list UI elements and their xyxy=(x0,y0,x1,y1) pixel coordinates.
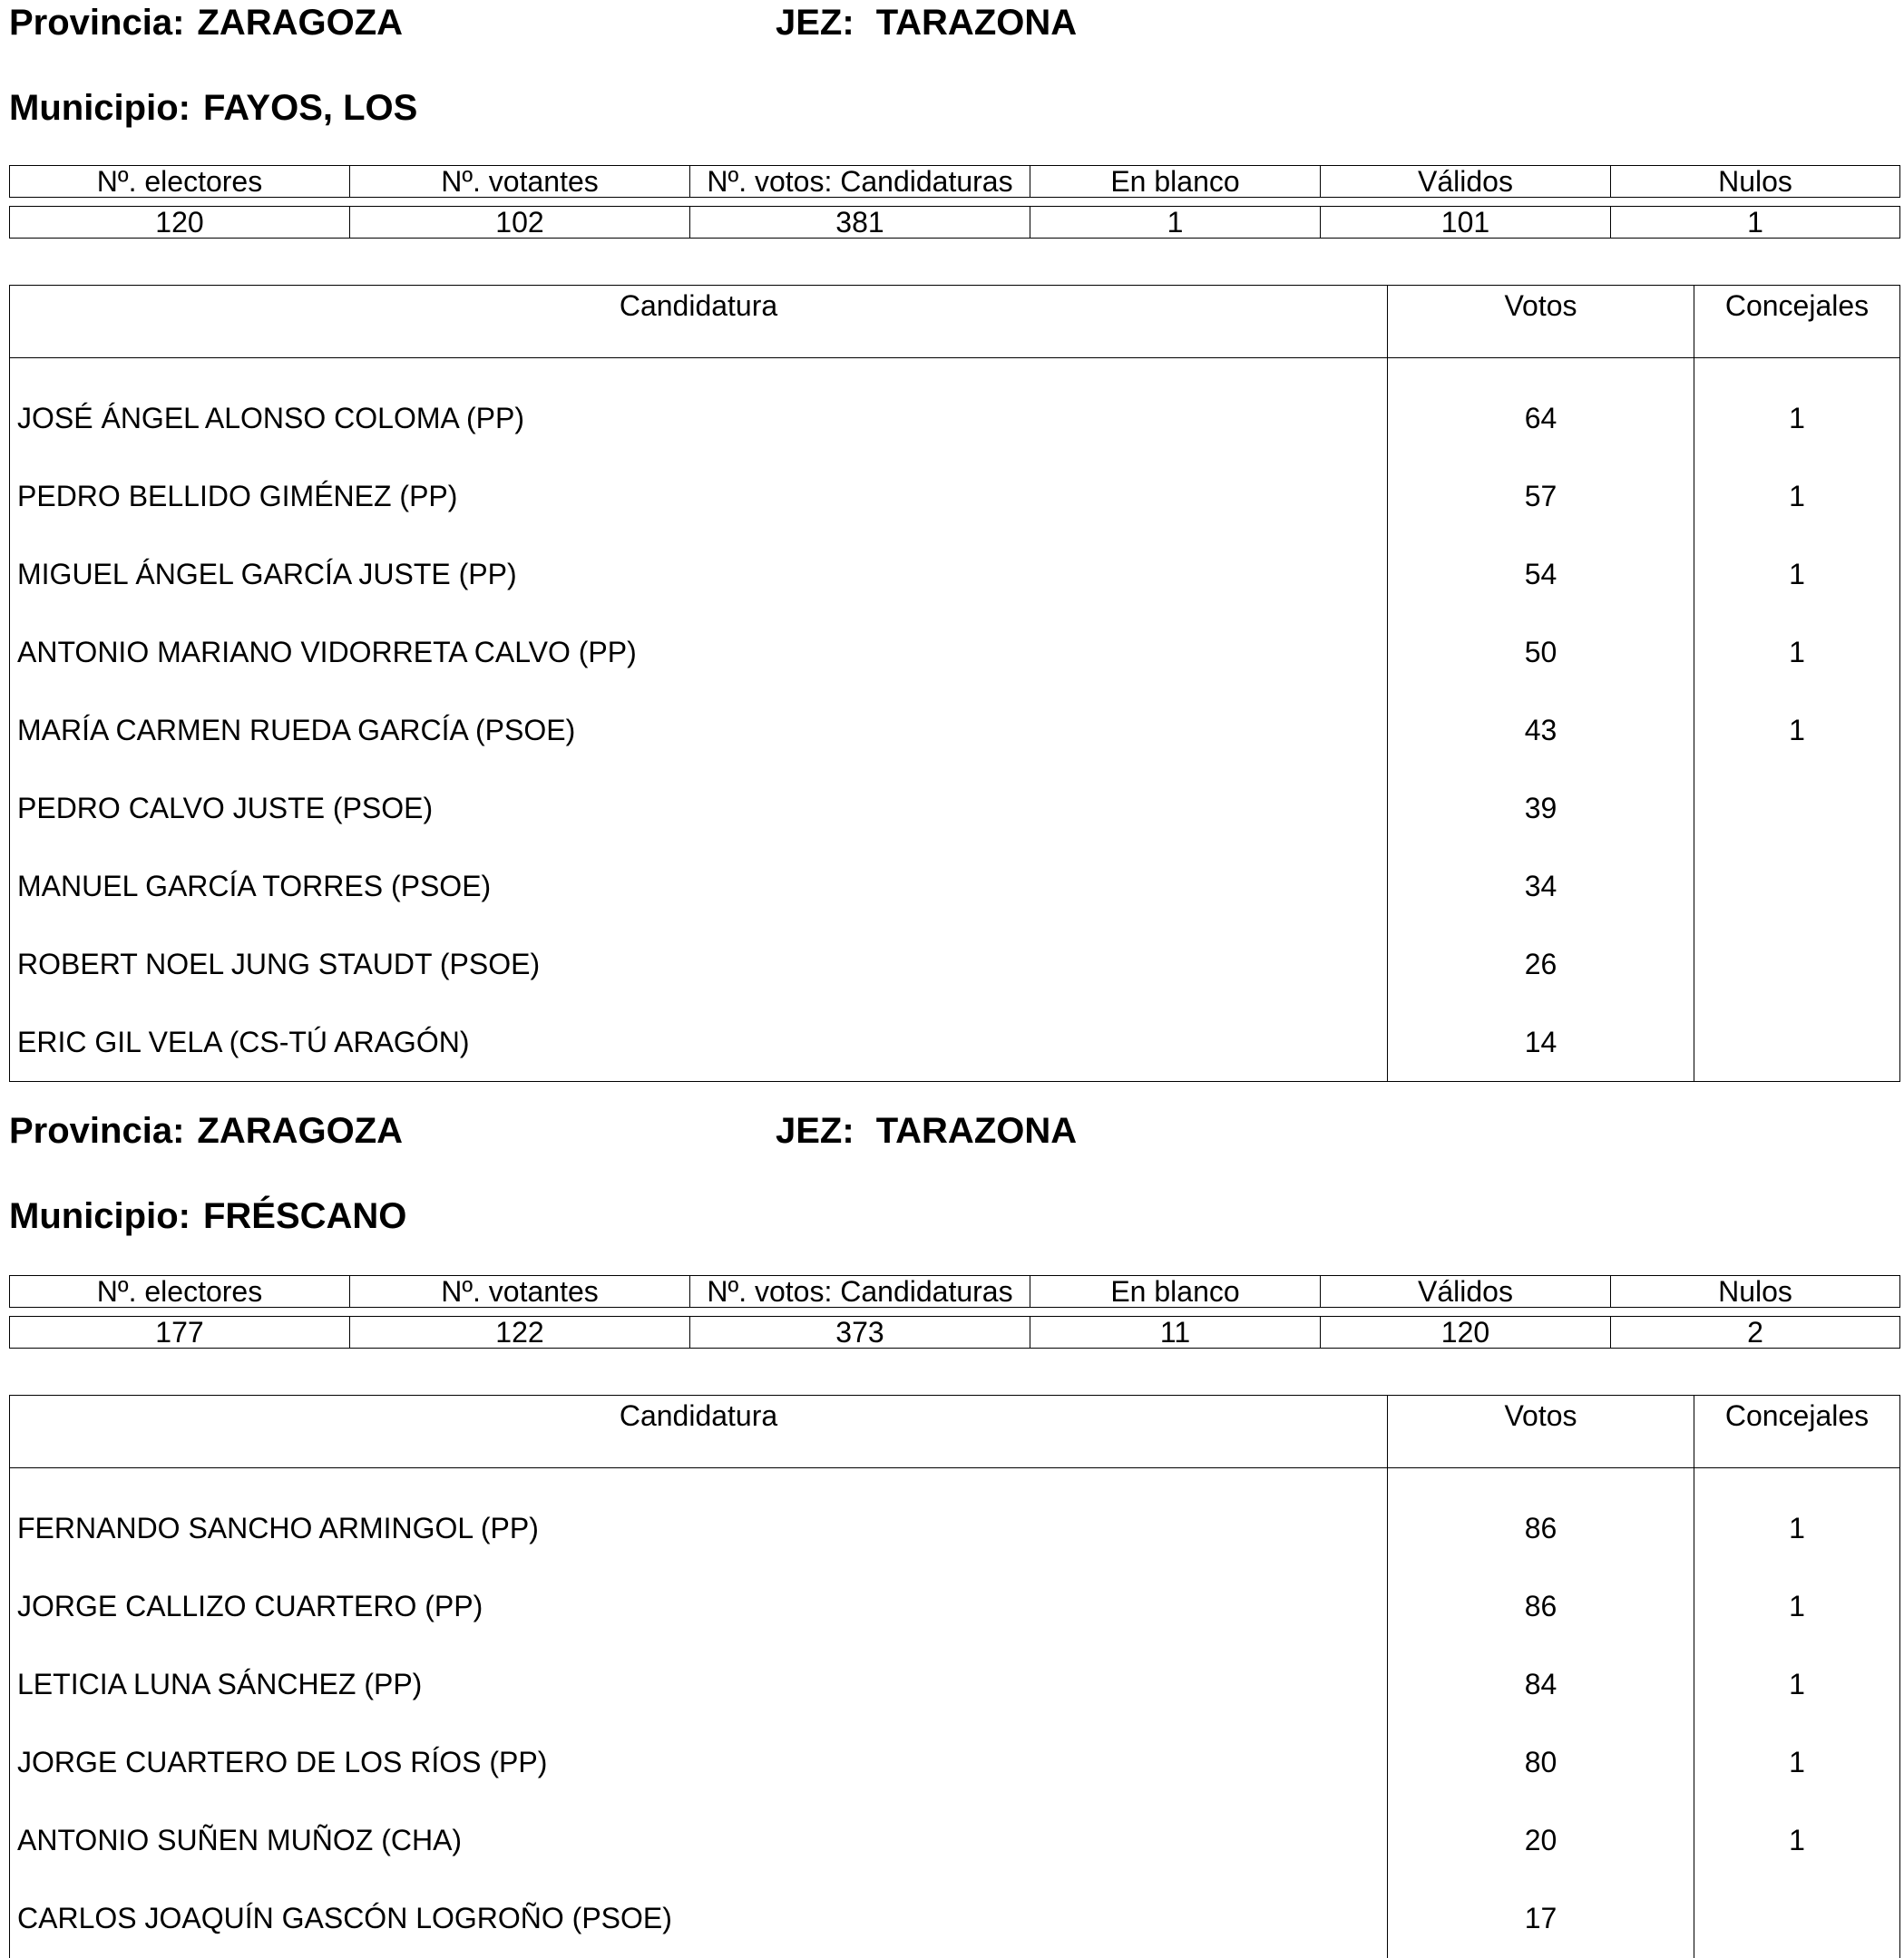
stats-values-table xyxy=(9,206,1900,239)
municipio-line xyxy=(9,85,417,131)
stats-header-cell: Nº. electores xyxy=(10,166,350,198)
candidate-concejales xyxy=(1694,848,1900,926)
municipio-label: Municipio: xyxy=(9,88,190,128)
candidate-name: MARÍA CARMEN RUEDA GARCÍA (PSOE) xyxy=(10,692,1388,770)
candidate-concejales: 1 xyxy=(1694,1802,1900,1880)
candidate-concejales xyxy=(1694,926,1900,1004)
candidate-row xyxy=(10,380,1900,458)
candidate-votes: 50 xyxy=(1388,614,1694,692)
stats-values-table xyxy=(9,1316,1900,1349)
candidate-row xyxy=(10,458,1900,536)
stats-header-cell: Nº. votantes xyxy=(350,1276,690,1308)
provincia-label: Provincia: xyxy=(9,3,185,43)
candidate-name: ERIC GIL VELA (CS-TÚ ARAGÓN) xyxy=(10,1004,1388,1082)
candidate-concejales: 1 xyxy=(1694,614,1900,692)
candidate-concejales: 1 xyxy=(1694,536,1900,614)
candidate-votes: 86 xyxy=(1388,1490,1694,1568)
concejales-header: Concejales xyxy=(1694,1396,1900,1468)
candidate-row xyxy=(10,1724,1900,1802)
candidate-name: PEDRO BELLIDO GIMÉNEZ (PP) xyxy=(10,458,1388,536)
candidate-concejales: 1 xyxy=(1694,380,1900,458)
stats-header-cell: Válidos xyxy=(1321,166,1611,198)
candidate-votes: 80 xyxy=(1388,1724,1694,1802)
candidate-concejales: 1 xyxy=(1694,692,1900,770)
candidate-row xyxy=(10,692,1900,770)
stats-value-cell: 102 xyxy=(350,207,690,239)
candidate-name: MANUEL GARCÍA TORRES (PSOE) xyxy=(10,848,1388,926)
candidate-votes: 86 xyxy=(1388,1568,1694,1646)
votos-header: Votos xyxy=(1388,286,1694,358)
municipio-value: FAYOS, LOS xyxy=(202,88,418,128)
candidate-concejales xyxy=(1694,1004,1900,1082)
stats-header-cell: Nº. votos: Candidaturas xyxy=(690,166,1030,198)
municipio-line xyxy=(9,1193,406,1239)
candidate-row xyxy=(10,1490,1900,1568)
candidate-name: JORGE CUARTERO DE LOS RÍOS (PP) xyxy=(10,1724,1388,1802)
jez-value: TARAZONA xyxy=(875,1111,1078,1151)
stats-header-cell: En blanco xyxy=(1030,1276,1321,1308)
stats-header-table xyxy=(9,1275,1900,1308)
candidate-row xyxy=(10,1646,1900,1724)
candidate-row xyxy=(10,1004,1900,1082)
stats-value-cell: 1 xyxy=(1611,207,1900,239)
candidate-votes: 64 xyxy=(1388,380,1694,458)
candidate-votes: 26 xyxy=(1388,926,1694,1004)
stats-header-cell: Nº. votos: Candidaturas xyxy=(690,1276,1030,1308)
candidate-row xyxy=(10,614,1900,692)
stats-value-cell: 11 xyxy=(1030,1317,1321,1349)
municipio-value: FRÉSCANO xyxy=(202,1196,407,1236)
candidate-votes: 14 xyxy=(1388,1004,1694,1082)
candidate-name: LETICIA LUNA SÁNCHEZ (PP) xyxy=(10,1646,1388,1724)
stats-header-cell: Nulos xyxy=(1611,1276,1900,1308)
candidate-concejales: 1 xyxy=(1694,458,1900,536)
stats-value-cell: 120 xyxy=(10,207,350,239)
candidate-votes: 20 xyxy=(1388,1802,1694,1880)
stats-value-cell: 101 xyxy=(1321,207,1611,239)
candidate-concejales: 1 xyxy=(1694,1490,1900,1568)
stats-value-cell: 177 xyxy=(10,1317,350,1349)
provincia-value: ZARAGOZA xyxy=(197,3,404,43)
candidate-name: ANTONIO MARIANO VIDORRETA CALVO (PP) xyxy=(10,614,1388,692)
candidates-table xyxy=(9,285,1900,1082)
candidatura-header: Candidatura xyxy=(10,1396,1388,1468)
candidate-row xyxy=(10,926,1900,1004)
stats-value-cell: 373 xyxy=(690,1317,1030,1349)
candidate-concejales xyxy=(1694,770,1900,848)
stats-value-cell: 2 xyxy=(1611,1317,1900,1349)
provincia-value: ZARAGOZA xyxy=(197,1111,404,1151)
stats-value-cell: 1 xyxy=(1030,207,1321,239)
provincia-line xyxy=(9,1108,403,1154)
candidates-table xyxy=(9,1395,1900,1958)
jez-line xyxy=(776,1108,1077,1154)
candidate-name: MIGUEL ÁNGEL GARCÍA JUSTE (PP) xyxy=(10,536,1388,614)
provincia-line xyxy=(9,0,403,45)
jez-value: TARAZONA xyxy=(875,3,1078,43)
provincia-label: Provincia: xyxy=(9,1111,185,1151)
candidate-votes: 57 xyxy=(1388,458,1694,536)
candidate-row xyxy=(10,536,1900,614)
candidate-name: CARLOS JOAQUÍN GASCÓN LOGROÑO (PSOE) xyxy=(10,1880,1388,1958)
candidate-name: ANTONIO SUÑEN MUÑOZ (CHA) xyxy=(10,1802,1388,1880)
candidate-name: JORGE CALLIZO CUARTERO (PP) xyxy=(10,1568,1388,1646)
candidate-votes: 43 xyxy=(1388,692,1694,770)
candidate-concejales: 1 xyxy=(1694,1646,1900,1724)
candidate-votes: 54 xyxy=(1388,536,1694,614)
candidate-row xyxy=(10,770,1900,848)
stats-header-cell: En blanco xyxy=(1030,166,1321,198)
candidate-votes: 39 xyxy=(1388,770,1694,848)
candidate-concejales xyxy=(1694,1880,1900,1958)
municipio-label: Municipio: xyxy=(9,1196,190,1236)
stats-value-cell: 122 xyxy=(350,1317,690,1349)
concejales-header: Concejales xyxy=(1694,286,1900,358)
candidate-concejales: 1 xyxy=(1694,1568,1900,1646)
candidate-row xyxy=(10,1802,1900,1880)
stats-header-cell: Nulos xyxy=(1611,166,1900,198)
candidatura-header: Candidatura xyxy=(10,286,1388,358)
stats-header-table xyxy=(9,165,1900,198)
stats-header-cell: Nº. votantes xyxy=(350,166,690,198)
candidate-row xyxy=(10,1568,1900,1646)
candidate-votes: 84 xyxy=(1388,1646,1694,1724)
candidate-name: JOSÉ ÁNGEL ALONSO COLOMA (PP) xyxy=(10,380,1388,458)
candidate-row xyxy=(10,848,1900,926)
jez-label: JEZ: xyxy=(776,1111,854,1151)
candidate-name: PEDRO CALVO JUSTE (PSOE) xyxy=(10,770,1388,848)
candidate-votes: 17 xyxy=(1388,1880,1694,1958)
candidate-name: ROBERT NOEL JUNG STAUDT (PSOE) xyxy=(10,926,1388,1004)
candidate-concejales: 1 xyxy=(1694,1724,1900,1802)
candidate-votes: 34 xyxy=(1388,848,1694,926)
candidate-name: FERNANDO SANCHO ARMINGOL (PP) xyxy=(10,1490,1388,1568)
jez-line xyxy=(776,0,1077,45)
jez-label: JEZ: xyxy=(776,3,854,43)
stats-header-cell: Válidos xyxy=(1321,1276,1611,1308)
candidate-row xyxy=(10,1880,1900,1958)
stats-value-cell: 381 xyxy=(690,207,1030,239)
stats-header-cell: Nº. electores xyxy=(10,1276,350,1308)
votos-header: Votos xyxy=(1388,1396,1694,1468)
stats-value-cell: 120 xyxy=(1321,1317,1611,1349)
